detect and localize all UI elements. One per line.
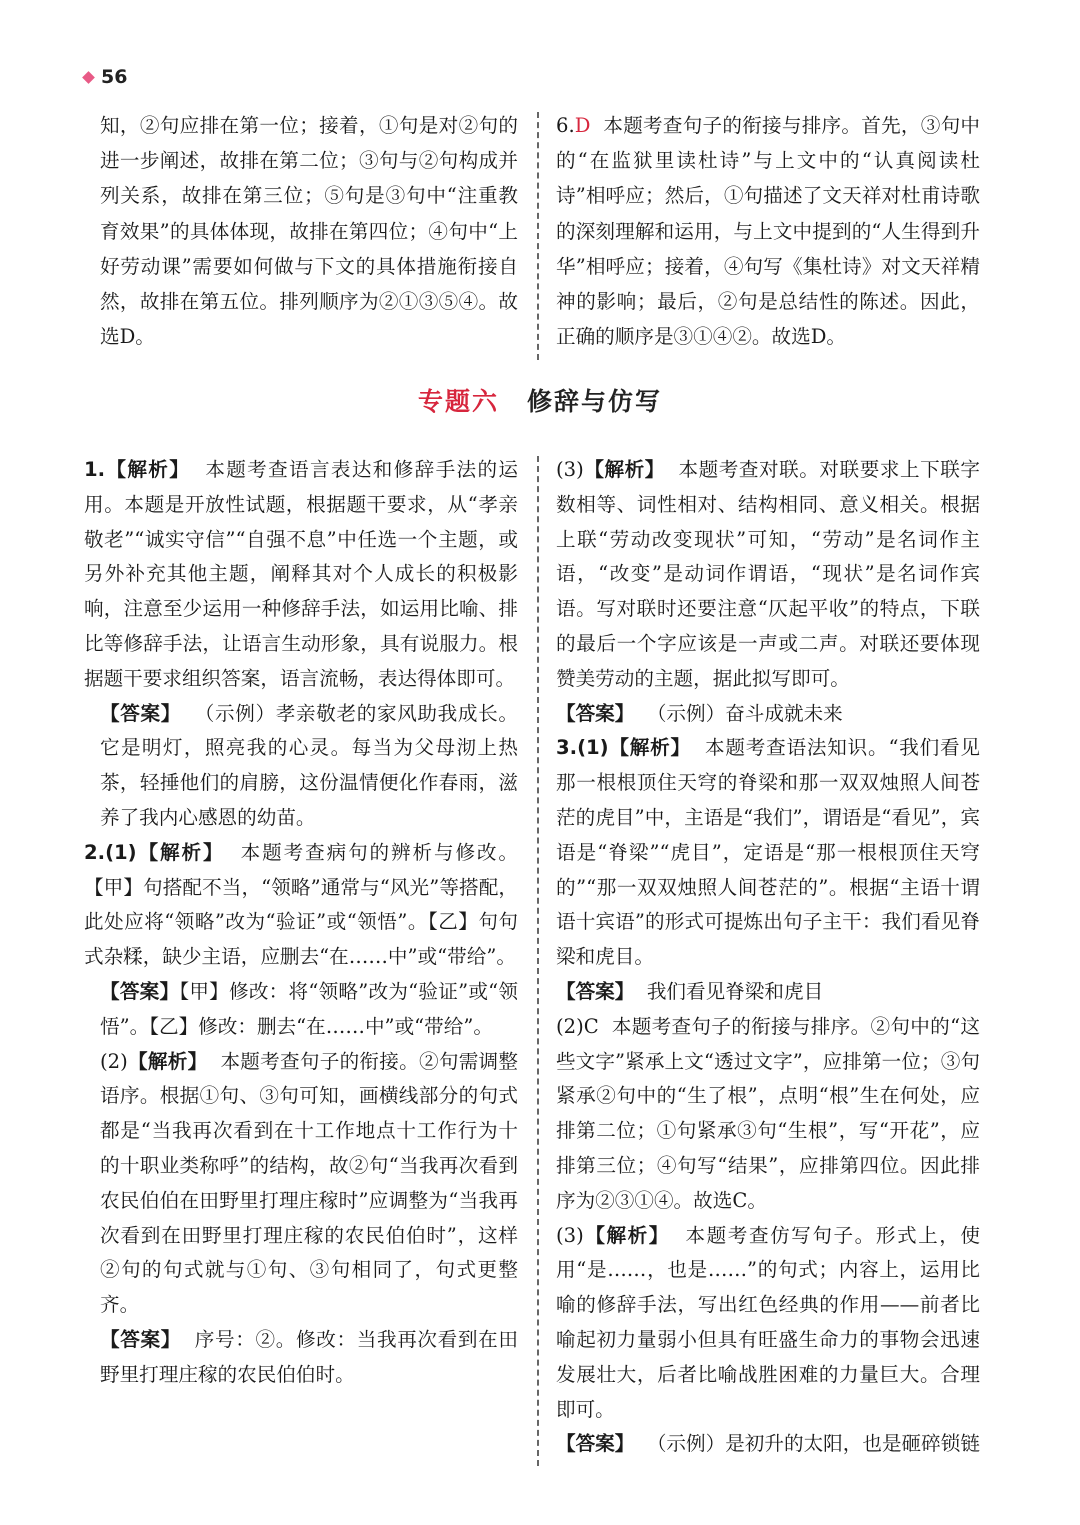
q2-1-analysis	[84, 836, 518, 975]
q3-2-analysis	[556, 1010, 980, 1219]
question-number: 6.	[556, 114, 575, 137]
question-number: (2)C	[556, 1014, 599, 1038]
left-column	[84, 453, 518, 1393]
answer-text: 我们看见脊梁和虎目	[646, 979, 824, 1003]
section-tag: 专题六	[417, 387, 499, 416]
analysis-tag: 【解析】	[136, 840, 225, 864]
analysis-text: 本题考查病句的辨析与修改。【甲】句搭配不当，“领略”通常与“风光”等搭配，此处应将“领略”改为“验证”或“领悟”。【乙】句句式杂糅，缺少主语，应删去“在……中”或“带给”。	[84, 840, 519, 969]
answer-text: （示例）奋斗成就未来	[646, 701, 843, 725]
q3-3-answer	[556, 1427, 980, 1462]
q2-1-answer	[84, 975, 518, 1045]
analysis-text: 本题考查语言表达和修辞手法的运用。本题是开放性试题，根据题干要求，从“孝亲敬老”“诚实守信”“自强不息”中任选一个主题，或另外补充其他主题，阐释其对个人成长的积极影响，注意至少运用一种修辞手法，如运用比喻、排比等修辞手法，让语言生动形象，具有说服力。根据题干要求组织答案，语言流畅，表达得体即可。	[84, 458, 518, 690]
analysis-tag: 【解析】	[127, 1049, 208, 1073]
diamond-icon	[82, 71, 95, 84]
answer-text: 【甲】修改：将“领略”改为“验证”或“领悟”。【乙】修改：删去“在……中”或“带给”。	[100, 979, 518, 1038]
answer-text: 序号：②。修改：当我再次看到在田野里打理庄稼的农民伯伯时。	[100, 1327, 519, 1386]
question-number: 3.(1)	[556, 736, 609, 760]
continued-answer-left	[100, 108, 518, 354]
q2-3-analysis	[556, 453, 980, 697]
analysis-text: 本题考查语法知识。“我们看见那一根根顶住天穹的脊梁和那一双双烛照人间苍茫的虎目”中，主语是“我们”，谓语是“看见”，宾语是“脊梁”“虎目”，定语是“那一根根顶住天穹的”“那一双双烛照人间苍茫的”。根据“主语十谓语十宾语”的形式可提炼出句子主干：我们看见脊梁和虎目。	[556, 736, 980, 969]
answer-5-continued: 知，②句应排在第一位；接着，①句是对②句的进一步阐述，故排在第二位；③句与②句构成并列关系，故排在第三位；⑤句是③句中“注重教育效果”的具体体现，故排在第四位；④句中“上好劳动课”需要如何做与下文的具体措施衔接自然，故排在第五位。排列顺序为②①③⑤④。故选D。	[100, 114, 518, 349]
section-name: 修辞与仿写	[527, 387, 663, 416]
analysis-tag: 【解析】	[583, 1223, 670, 1247]
q3-3-analysis	[556, 1219, 980, 1428]
column-divider	[537, 456, 539, 1466]
question-number: (3)	[556, 458, 584, 481]
answer-tag: 【答案】	[556, 1432, 635, 1456]
answer-text: （示例）孝亲敬老的家风助我成长。它是明灯，照亮我的心灵。每当为父母沏上热茶，轻捶他们的肩膀，这份温情便化作春雨，滋养了我内心感恩的幼苗。	[100, 701, 519, 829]
analysis-text: 本题考查仿写句子。形式上，使用“是……，也是……”的句式；内容上，运用比喻的修辞手法，写出红色经典的作用——前者比喻起初力量弱小但具有旺盛生命力的事物会迅速发展壮大，后者比喻战胜困难的力量巨大。合理即可。	[556, 1223, 981, 1421]
q2-3-answer	[556, 697, 980, 732]
analysis-text: 本题考查句子的衔接。②句需调整语序。根据①句、③句可知，画横线部分的句式都是“当我再次看到在十工作地点十工作行为十的十职业类称呼”的结构，故②句“当我再次看到农民伯伯在田野里打理庄稼时”应调整为“当我再次看到在田野里打理庄稼的农民伯伯时”，这样②句的句式就与①句、③句相同了，句式更整齐。	[100, 1049, 518, 1317]
answer-tag: 【答案】	[100, 1327, 181, 1351]
answer-text: （示例）是初升的太阳，也是砸碎锁链	[646, 1432, 980, 1456]
column-divider	[537, 112, 539, 360]
answer-6-paragraph	[556, 108, 980, 354]
q2-2-analysis	[84, 1045, 518, 1323]
answer-tag: 【答案】	[556, 979, 635, 1003]
answer-tag: 【答案】	[556, 701, 635, 725]
page-number: 56	[101, 66, 128, 88]
analysis-tag: 【解析】	[583, 458, 665, 481]
section-title	[0, 382, 1080, 418]
q2-2-answer	[84, 1323, 518, 1393]
question-number: (2)	[100, 1049, 128, 1073]
answer-tag: 【答案】	[100, 979, 180, 1003]
analysis-tag: 【解析】	[105, 458, 191, 481]
q1-analysis	[84, 453, 518, 697]
analysis-text: 本题考查句子的衔接与排序。②句中的“这些文字”紧承上文“透过文字”，应排第一位；③句紧承②句中的“生了根”，点明“根”生在何处，应排第二位；①句紧承③句“生根”，写“开花”，应排第三位；④句写“结果”，应排第四位。因此排序为②③①④。故选C。	[556, 1014, 980, 1212]
answer-6-text: 本题考查句子的衔接与排序。首先，③句中的“在监狱里读杜诗”与上文中的“认真阅读杜诗”相呼应；然后，①句描述了文天祥对杜甫诗歌的深刻理解和运用，与上文中提到的“人生得到升华”相呼应；接着，④句写《集杜诗》对文天祥精神的影响；最后，②句是总结性的陈述。因此，正确的顺序是③①④②。故选D。	[556, 114, 981, 349]
right-column	[556, 453, 980, 1462]
answer-letter: D	[574, 114, 591, 137]
page-header	[84, 66, 127, 88]
q3-1-analysis	[556, 731, 980, 975]
q1-answer	[84, 697, 518, 836]
answer-tag: 【答案】	[100, 701, 181, 725]
answer-6	[556, 108, 980, 354]
question-number: 2.(1)	[84, 840, 137, 864]
question-number: 1.	[84, 458, 106, 481]
analysis-tag: 【解析】	[608, 736, 691, 760]
question-number: (3)	[556, 1223, 584, 1247]
analysis-text: 本题考查对联。对联要求上下联字数相等、词性相对、结构相同、意义相关。根据上联“劳动改变现状”可知，“劳动”是名词作主语，“改变”是动词作谓语，“现状”是名词作宾语。写对联时还要注意“仄起平收”的特点，下联的最后一个字应该是一声或二声。对联还要体现赞美劳动的主题，据此拟写即可。	[556, 458, 980, 690]
q3-1-answer	[556, 975, 980, 1010]
